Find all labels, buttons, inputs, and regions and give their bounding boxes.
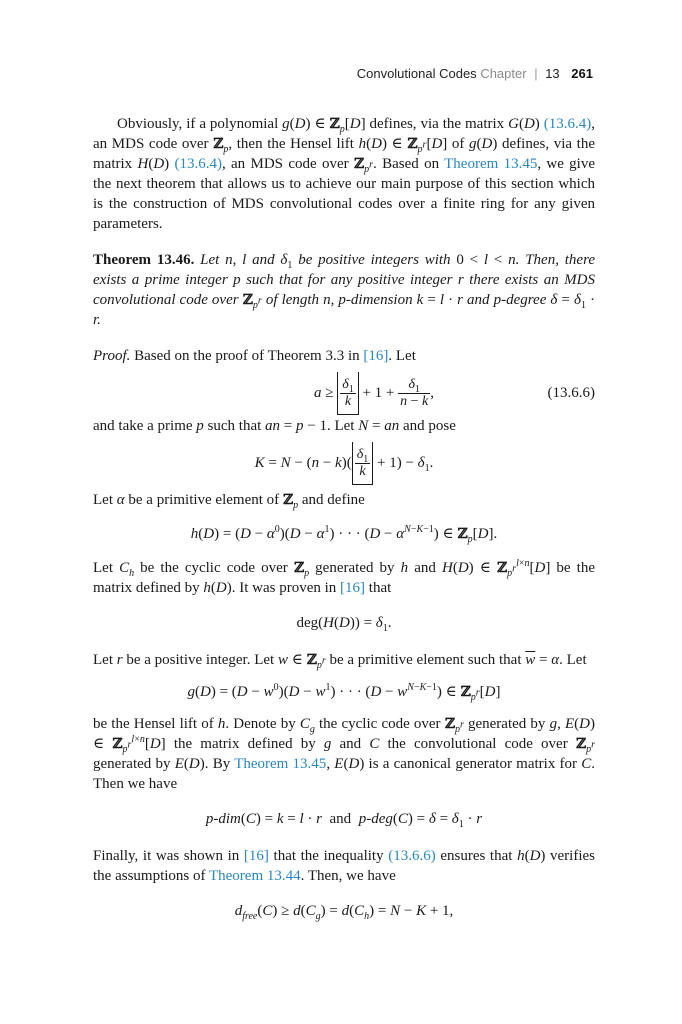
- equation-number: (13.6.6): [547, 385, 595, 401]
- paragraph-hensel: be the Hensel lift of h. Denote by $C_g$ the cyclic code over ℤ$_{p^r}$ generated by g, E(D) ∈ ℤ$_{p^r}^{l\times n}$[D] the matrix defined by g and C the convolutional code over ℤ$_{p^r}$ generated by E(D). By Theorem 13.45, E(D) is a canonical generator matrix for C. Then we have: [93, 716, 596, 792]
- ref-13-6-4-link[interactable]: (13.6.4): [543, 116, 592, 132]
- paragraph-finally: Finally, it was shown in [16] that the inequality (13.6.6) ensures that h(D) verifies the assumptions of Theorem 13.44. Then, we have: [93, 848, 596, 884]
- paragraph-w: Let r be a positive integer. Let w ∈ ℤ$_{p^r}$ be a primitive element such that $\overline{w} = \alpha$. Let: [93, 652, 587, 671]
- header-separator: |: [534, 66, 538, 81]
- paragraph-cyclic-code: Let $C_h$ be the cyclic code over ℤ$_p$ generated by h and H(D) ∈ ℤ$_{p^r}^{l\times n}$[D] be the matrix defined by h(D). It was proven in [16] that: [93, 558, 595, 596]
- running-header: [357, 66, 593, 81]
- citation-16-link[interactable]: [16]: [243, 848, 269, 864]
- proof-label: Proof.: [93, 348, 131, 364]
- equation-pdim: p-dim(C) = k = l · r and $p-deg(C) = \delta = \delta_1 \cdot r$: [205, 811, 483, 830]
- equation-deg: $deg(H(D)) = \delta_1$.: [296, 615, 392, 634]
- chapter-label: Chapter: [480, 66, 527, 81]
- theorem-title: Theorem 13.46.: [93, 252, 195, 268]
- paragraph-prime: and take a prime p such that an = p − 1. Let N = an and pose: [93, 418, 456, 434]
- running-title: Convolutional Codes: [356, 66, 477, 81]
- equation-h: $h(D) = (D - \alpha^0)(D - \alpha^1)$ · · · $(D - \alpha^{N-K-1})$ ∈ ℤ$_p$[D].: [190, 524, 498, 545]
- theorem-13-45-link[interactable]: Theorem 13.45: [234, 756, 327, 772]
- equation-13-6-6: a ≥ $\frac{\delta_1}{k}$ + 1 + $\frac{\delta_1}{n - k}$ , (13.6.6): [93, 372, 595, 414]
- page-number: 261: [571, 66, 593, 81]
- ref-13-6-4-link[interactable]: (13.6.4): [174, 156, 222, 172]
- citation-16-link[interactable]: [16]: [363, 348, 389, 364]
- paragraph-intro: Obviously, if a polynomial g(D) ∈ ℤ$_p$[D] defines, via the matrix G(D) (13.6.4), an MDS code over ℤ$_p$, then the Hensel lift h(D) ∈ ℤ$_{p^r}$[D] of g(D) defines, via the matrix H(D) (13.6.4), an MDS code over ℤ$_{p^r}$. Based on Theorem 13.45, we give the next theorem that allows us to achieve our main purpose of this section which is the construction of MDS convolutional codes over a finite ring for any given parameters.: [93, 116, 596, 232]
- equation-13-6-6-link[interactable]: (13.6.6): [388, 848, 436, 864]
- equation-g: $g(D) = (D - w^0)(D - w^1)$ · · · $(D - w^{N-K-1})$ ∈ ℤ$_{p^r}$[D]: [187, 682, 501, 703]
- theorem-13-44-link[interactable]: Theorem 13.44: [208, 868, 301, 884]
- page-body: [93, 114, 595, 922]
- proof-paragraph: Proof. Based on the proof of Theorem 3.3 in [16]. Let: [93, 348, 416, 364]
- chapter-number: 13: [545, 66, 560, 81]
- citation-16-link[interactable]: [16]: [340, 580, 366, 596]
- equation-dfree: $d_{free}(C) \ge d(C_g) = d(C_h) = N - K + 1$,: [234, 903, 454, 922]
- equation-K: K = N − (n − k)( $\frac{\delta_1}{k}$ + $1) - \delta_1$.: [93, 442, 595, 484]
- theorem-13-45-link[interactable]: Theorem 13.45: [444, 156, 538, 172]
- paragraph-alpha: Let α be a primitive element of ℤ$_p$ and define: [93, 492, 365, 511]
- theorem-13-46: Theorem 13.46. Let n, l and $\delta_1$ be positive integers with 0 < l < n. Then, there exists a prime integer p such that for any positive integer r there exists an MDS convolutional code over ℤ$_{p^r}$ of length n, p-dimension k = l · r and p-degree $\delta = \delta_1 \cdot r$.: [93, 252, 596, 328]
